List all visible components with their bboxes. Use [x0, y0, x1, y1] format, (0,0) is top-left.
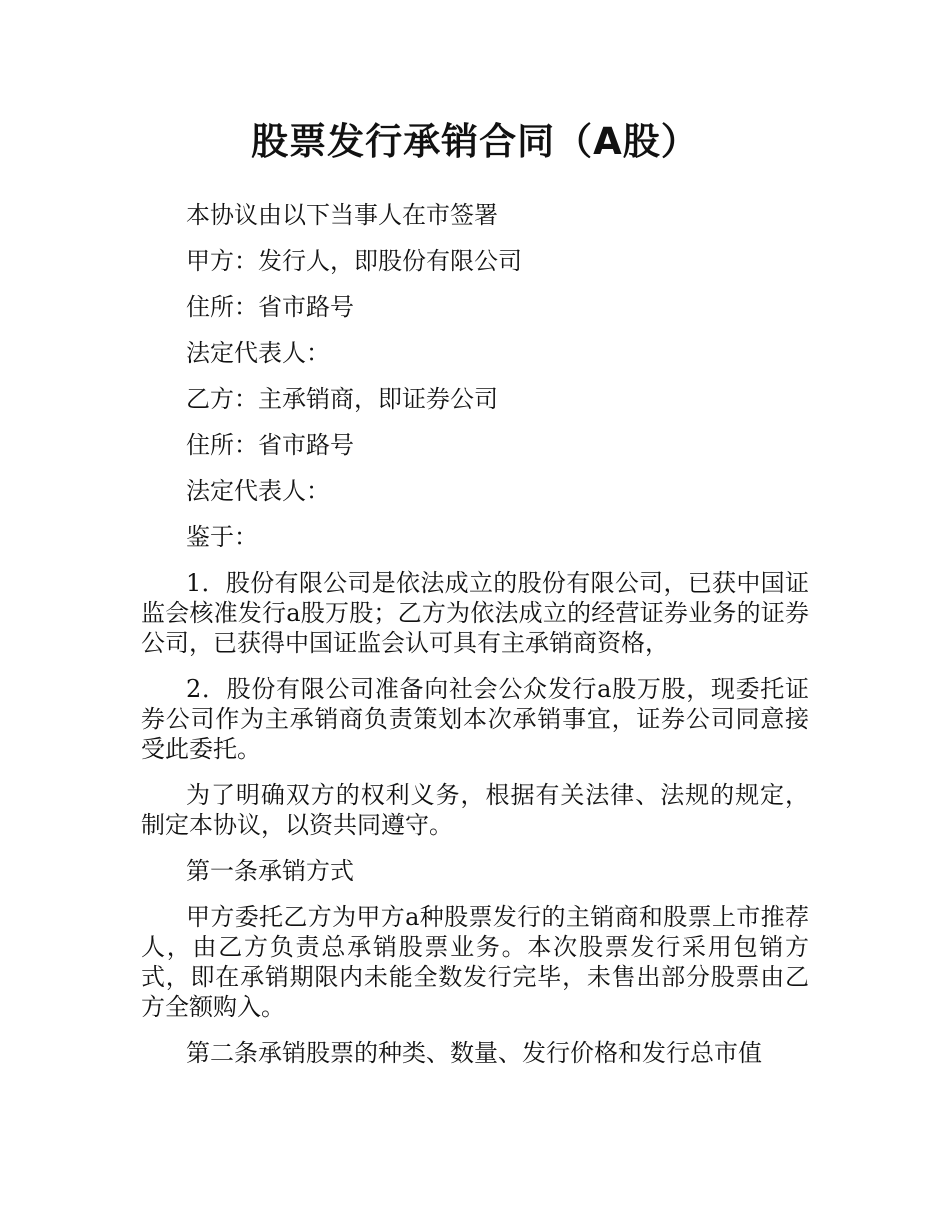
intro-paragraph: 本协议由以下当事人在市签署: [186, 201, 498, 229]
recital-2: 2．股份有限公司准备向社会公众发行a股万股，现委托证券公司作为主承销商负责策划本次承销事宜，证券公司同意接受此委托。: [141, 675, 809, 763]
article-1-heading: 第一条承销方式: [186, 857, 354, 885]
recital-1: 1．股份有限公司是依法成立的股份有限公司，已获中国证监会核准发行a股万股；乙方为依法成立的经营证券业务的证券公司，已获得中国证监会认可具有主承销商资格，: [141, 569, 809, 657]
party-b-line: 乙方：主承销商，即证券公司: [186, 385, 498, 413]
whereas-heading: 鉴于：: [186, 523, 258, 551]
party-a-representative: 法定代表人：: [186, 339, 330, 367]
document-body: [141, 200, 809, 1084]
party-b-address: 住所：省市路号: [186, 431, 354, 459]
article-1-body: 甲方委托乙方为甲方a种股票发行的主销商和股票上市推荐人，由乙方负责总承销股票业务。本次股票发行采用包销方式，即在承销期限内未能全数发行完毕，未售出部分股票由乙方全额购入。: [141, 903, 809, 1021]
party-a-address: 住所：省市路号: [186, 293, 354, 321]
party-a-line: 甲方：发行人，即股份有限公司: [186, 247, 522, 275]
party-b-representative: 法定代表人：: [186, 477, 330, 505]
purpose-paragraph: 为了明确双方的权利义务，根据有关法律、法规的规定，制定本协议，以资共同遵守。: [141, 781, 809, 839]
article-2-heading: 第二条承销股票的种类、数量、发行价格和发行总市值: [186, 1039, 762, 1067]
document-title: 股票发行承销合同（A股）: [251, 120, 699, 163]
